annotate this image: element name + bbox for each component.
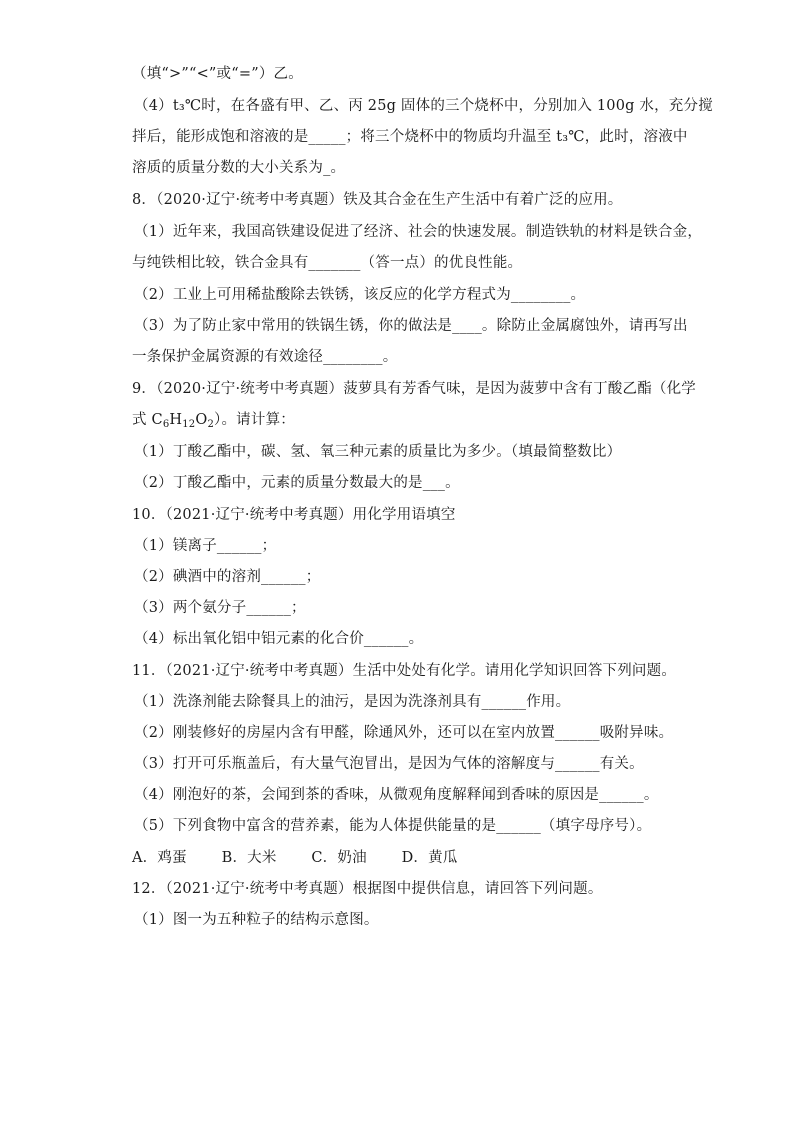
chemical-formula-line: 式 $C_6H_{12}O_2$）。请计算： bbox=[132, 412, 295, 430]
text-line: （1）近年来，我国高铁建设促进了经济、社会的快速发展。制造铁轨的材料是铁合金， bbox=[134, 224, 703, 240]
text-line: （4）刚泡好的茶，会闻到茶的香味，从微观角度解释闻到香味的原因是______。 bbox=[134, 787, 659, 803]
text-line: 一条保护金属资源的有效途径________。 bbox=[132, 349, 398, 365]
text-line: （4）t₃℃时，在各盛有甲、乙、丙 25g 固体的三个烧杯中，分别加入 100g 水，充分搅 bbox=[134, 98, 713, 114]
text-line: （3）为了防止家中常用的铁锅生锈，你的做法是____。除防止金属腐蚀外，请再写出 bbox=[134, 318, 688, 334]
text-line: （1）图一为五种粒子的结构示意图。 bbox=[134, 912, 379, 928]
text-line: 溶质的质量分数的大小关系为_。 bbox=[132, 160, 346, 176]
text-line: （2）碘酒中的溶剂______； bbox=[134, 569, 321, 585]
text-line: （5）下列食物中富含的营养素，能为人体提供能量的是______（填字母序号）。 bbox=[134, 818, 652, 834]
text-line: （1）丁酸乙酯中，碳、氢、氧三种元素的质量比为多少。（填最简整数比） bbox=[134, 444, 622, 460]
option-b: B．大米 bbox=[221, 850, 277, 866]
text-line: （3）两个氨分子______； bbox=[134, 600, 306, 616]
text-line: （2）丁酸乙酯中，元素的质量分数最大的是___。 bbox=[134, 475, 460, 491]
text-line: 拌后，能形成饱和溶液的是_____；将三个烧杯中的物质均升温至 t₃℃，此时，溶液中 bbox=[132, 129, 688, 145]
option-a: A．鸡蛋 bbox=[132, 850, 187, 866]
text-line: （2）工业上可用稀盐酸除去铁锈，该反应的化学方程式为________。 bbox=[134, 287, 586, 303]
text-line: （4）标出氧化铝中铝元素的化合价______。 bbox=[134, 631, 424, 647]
text-line: （填“>”“<”或“=”）乙。 bbox=[132, 66, 303, 82]
text-line: （1）洗涤剂能去除餐具上的油污，是因为洗涤剂具有______作用。 bbox=[134, 694, 571, 710]
answer-options bbox=[132, 848, 458, 868]
text-line: （3）打开可乐瓶盖后，有大量气泡冒出，是因为气体的溶解度与______有关。 bbox=[134, 756, 644, 772]
question-9-stem: 9．（2020·辽宁·统考中考真题）菠萝具有芳香气味，是因为菠萝中含有丁酸乙酯（化学 bbox=[132, 381, 696, 397]
option-d: D．黄瓜 bbox=[401, 850, 458, 866]
question-12-stem: 12．（2021·辽宁·统考中考真题）根据图中提供信息，请回答下列问题。 bbox=[132, 881, 603, 897]
question-11-stem: 11．（2021·辽宁·统考中考真题）生活中处处有化学。请用化学知识回答下列问题。 bbox=[132, 663, 677, 679]
text-line: 与纯铁相比较，铁合金具有_______（答一点）的优良性能。 bbox=[132, 255, 523, 271]
question-8-stem: 8．（2020·辽宁·统考中考真题）铁及其合金在生产生活中有着广泛的应用。 bbox=[132, 192, 623, 208]
option-c: C．奶油 bbox=[311, 850, 367, 866]
text-line: （2）刚装修好的房屋内含有甲醛，除通风外，还可以在室内放置______吸附异味。 bbox=[134, 725, 674, 741]
text-line: （1）镁离子______； bbox=[134, 538, 277, 554]
question-10-stem: 10．（2021·辽宁·统考中考真题）用化学用语填空 bbox=[132, 507, 456, 523]
